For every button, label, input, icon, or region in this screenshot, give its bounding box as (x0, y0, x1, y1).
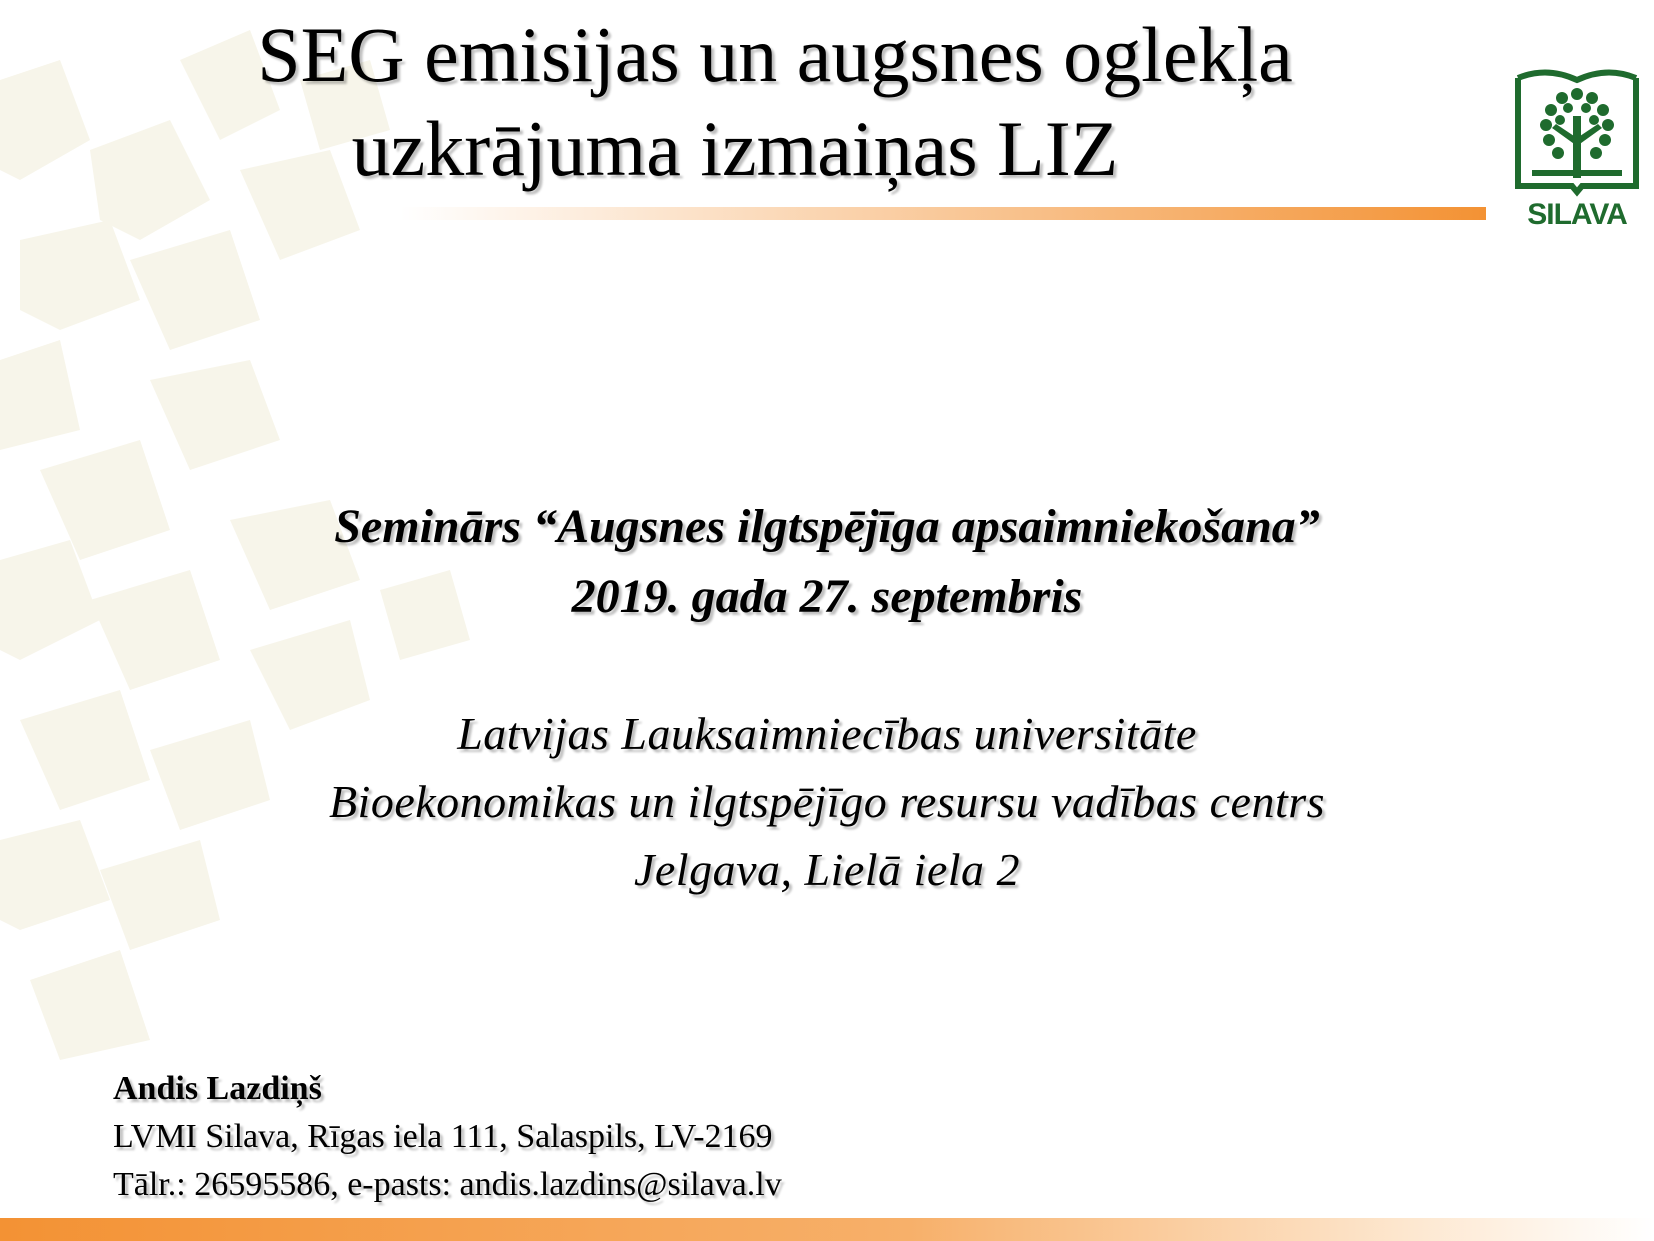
seminar-block (0, 492, 1654, 632)
venue-university: Latvijas Lauksaimniecības universitāte (457, 708, 1197, 759)
seminar-title: Seminārs “Augsnes ilgtspējīga apsaimniekošana” (334, 500, 1320, 553)
venue-centre: Bioekonomikas un ilgtspējīgo resursu vadības centrs (328, 776, 1326, 827)
author-block (113, 1065, 782, 1209)
seminar-date: 2019. gada 27. septembris (571, 570, 1083, 623)
author-address: LVMI Silava, Rīgas iela 111, Salaspils, LV-2169 (113, 1118, 773, 1155)
bottom-accent-bar (0, 1218, 1654, 1241)
tree-book-icon (1512, 58, 1642, 198)
title-underline-rule (400, 207, 1486, 220)
silava-logo (1512, 58, 1642, 240)
logo-text: SILAVA (1527, 198, 1627, 231)
title-line-1: SEG emisijas un augsnes oglekļa (257, 11, 1293, 98)
venue-block (0, 700, 1654, 904)
author-contact: Tālr.: 26595586, e-pasts: andis.lazdins@silava.lv (113, 1166, 782, 1203)
venue-address: Jelgava, Lielā iela 2 (633, 844, 1021, 895)
presentation-title (0, 8, 1540, 196)
author-name: Andis Lazdiņš (113, 1070, 322, 1107)
title-line-2: uzkrājuma izmaiņas LIZ (351, 105, 1119, 192)
